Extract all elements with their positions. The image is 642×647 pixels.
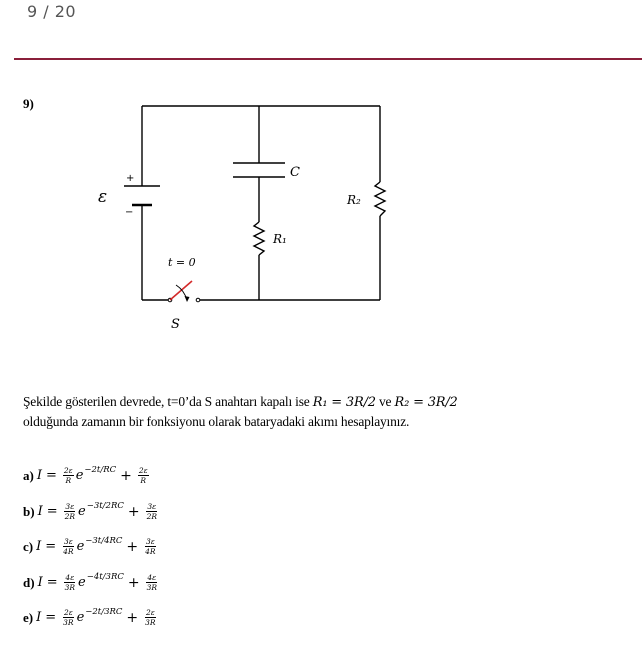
coefficient-fraction: [64, 502, 76, 521]
resistor-r2: [375, 182, 385, 216]
r2-label: R₂: [347, 193, 361, 207]
coefficient-fraction-numerator: 2ε: [63, 466, 73, 475]
constant-fraction-numerator: 4ε: [147, 573, 157, 582]
exp-base: e: [75, 468, 84, 483]
coefficient-fraction-numerator: 3ε: [63, 537, 73, 546]
constant-fraction-denominator: 3R: [146, 583, 158, 592]
battery-plus-label: +: [126, 173, 135, 184]
coefficient-fraction-denominator: R: [65, 476, 72, 485]
constant-fraction-denominator: 2R: [146, 512, 158, 521]
plus-sign: +: [126, 609, 139, 626]
answer-option[interactable]: [23, 537, 159, 556]
equals-sign: =: [46, 575, 58, 590]
exponent: −3t/2RC: [86, 500, 124, 511]
coefficient-fraction-denominator: 4R: [63, 547, 74, 556]
constant-fraction-numerator: 2ε: [138, 466, 148, 475]
constant-fraction-numerator: 3ε: [147, 502, 157, 511]
constant-fraction-denominator: R: [140, 476, 147, 485]
condition-r1: R₁ = 3R/2: [312, 395, 376, 410]
coefficient-fraction-numerator: 2ε: [63, 608, 73, 617]
option-letter: b): [23, 503, 35, 519]
coefficient-fraction: [64, 573, 76, 592]
question-text: [23, 392, 623, 431]
exp-base: e: [78, 504, 86, 519]
answer-option[interactable]: [23, 608, 159, 627]
current-symbol: I: [36, 539, 42, 554]
plus-sign: +: [127, 503, 140, 520]
answer-option[interactable]: [23, 573, 160, 592]
current-symbol: I: [36, 610, 42, 625]
question-number: 9): [23, 96, 34, 111]
current-symbol: I: [36, 468, 42, 483]
constant-fraction: [146, 502, 158, 521]
condition-r2: R₂ = 3R/2: [394, 395, 458, 410]
exponent: −4t/3RC: [86, 571, 124, 582]
option-letter: d): [23, 574, 35, 590]
option-letter: e): [23, 609, 34, 625]
plus-sign: +: [127, 574, 140, 591]
constant-fraction-numerator: 2ε: [145, 608, 155, 617]
exp-base: e: [76, 539, 85, 554]
answer-option[interactable]: [23, 502, 160, 521]
equals-sign: =: [45, 539, 57, 554]
option-letter: a): [23, 467, 34, 483]
r1-label: R₁: [273, 232, 287, 246]
coefficient-fraction-denominator: 2R: [64, 512, 76, 521]
equals-sign: =: [45, 610, 57, 625]
constant-fraction: [146, 573, 158, 592]
coefficient-fraction-numerator: 4ε: [65, 573, 75, 582]
exponent: −3t/4RC: [85, 535, 123, 546]
constant-fraction: [144, 608, 156, 627]
option-letter: c): [23, 538, 34, 554]
coefficient-fraction: [63, 466, 74, 485]
capacitor-label: C: [290, 165, 300, 180]
coefficient-fraction-denominator: 3R: [64, 583, 76, 592]
page-counter: 9 / 20: [27, 2, 77, 21]
answer-option[interactable]: [23, 466, 151, 485]
equals-sign: =: [45, 468, 57, 483]
coefficient-fraction: [62, 537, 74, 556]
time-label: t = 0: [168, 256, 196, 269]
constant-fraction-denominator: 4R: [145, 547, 156, 556]
battery-minus-label: −: [125, 207, 134, 218]
question-text-ve: ve: [375, 394, 395, 409]
resistor-r1: [254, 222, 264, 255]
equals-sign: =: [46, 504, 58, 519]
current-symbol: I: [37, 575, 43, 590]
exp-base: e: [76, 610, 85, 625]
coefficient-fraction: [62, 608, 74, 627]
constant-fraction: [138, 466, 149, 485]
constant-fraction-denominator: 3R: [145, 618, 156, 627]
exp-base: e: [78, 575, 86, 590]
current-symbol: I: [37, 504, 43, 519]
constant-fraction: [144, 537, 156, 556]
question-text-line1: Şekilde gösterilen devrede, t=0’da S anahtarı kapalı ise: [23, 394, 313, 409]
exponent: −2t/3RC: [85, 606, 123, 617]
emf-label: ε: [98, 187, 108, 207]
coefficient-fraction-numerator: 3ε: [65, 502, 75, 511]
coefficient-fraction-denominator: 3R: [63, 618, 74, 627]
switch-label: S: [171, 317, 180, 332]
plus-sign: +: [126, 538, 139, 555]
question-text-line2: olduğunda zamanın bir fonksiyonu olarak bataryadaki akımı hesaplayınız.: [23, 414, 410, 429]
switch-contact-right: [196, 298, 200, 302]
constant-fraction-numerator: 3ε: [145, 537, 155, 546]
plus-sign: +: [120, 467, 132, 484]
exponent: −2t/RC: [84, 464, 117, 475]
